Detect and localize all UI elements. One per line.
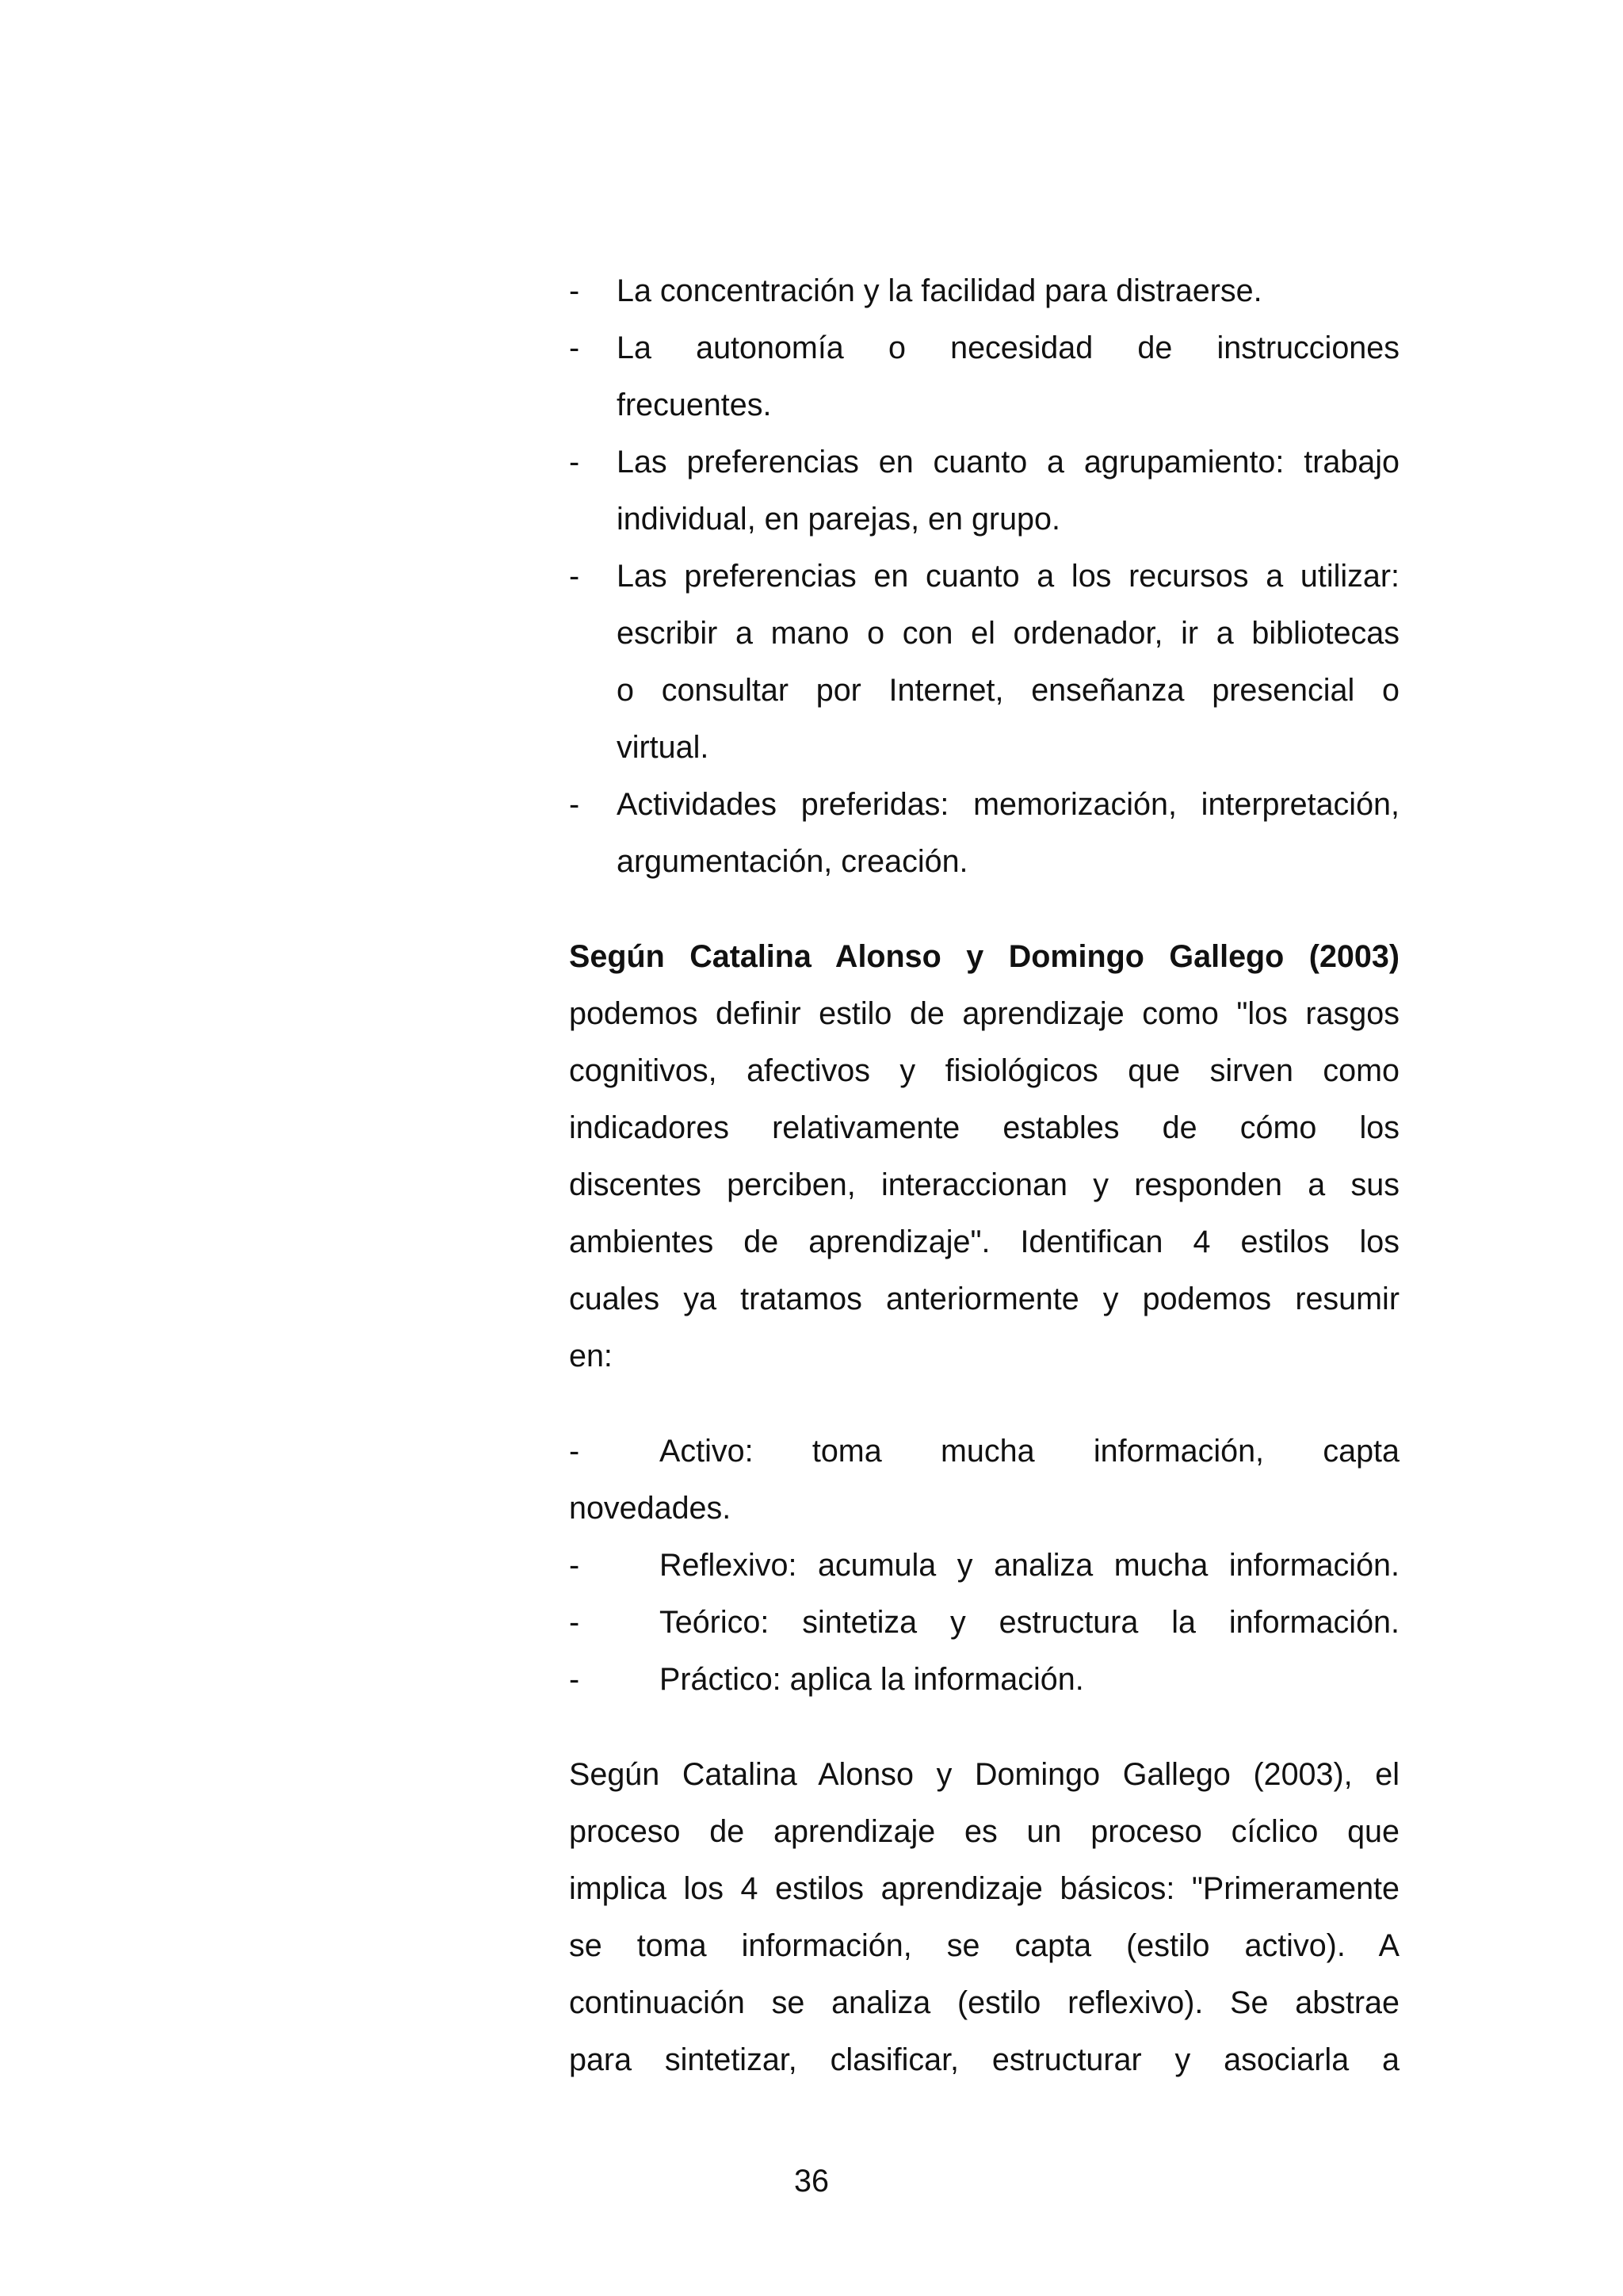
list-dash: - [569,787,580,822]
list-dash: - [569,559,580,594]
page-number: 36 [794,2164,829,2199]
style-item-practico: Práctico: aplica la información. [659,1662,1084,1697]
document-page [569,0,1400,2296]
paragraph-line: Según Catalina Alonso y Domingo Gallego (2003), el [569,1757,1400,1792]
paragraph-line: ambientes de aprendizaje". Identifican 4 estilos los [569,1224,1400,1259]
paragraph-line: podemos definir estilo de aprendizaje como "los rasgos [569,996,1400,1031]
list-item-continuation: virtual. [617,730,709,765]
list-dash: - [569,1434,580,1469]
list-item-continuation: individual, en parejas, en grupo. [617,502,1060,537]
style-item-reflexivo: Reflexivo: acumula y analiza mucha información. [659,1548,1400,1583]
list-dash: - [569,1548,580,1583]
list-item: La autonomía o necesidad de instrucciones [617,330,1400,365]
list-item-continuation: o consultar por Internet, enseñanza presencial o [617,673,1400,708]
paragraph-line: para sintetizar, clasificar, estructurar y asociarla a [569,2042,1400,2077]
paragraph-line: continuación se analiza (estilo reflexivo). Se abstrae [569,1985,1400,2020]
list-item: La concentración y la facilidad para distraerse. [617,273,1262,308]
list-item-continuation: argumentación, creación. [617,844,968,879]
paragraph-line: discentes perciben, interaccionan y responden a sus [569,1167,1400,1202]
paragraph-line: proceso de aprendizaje es un proceso cíclico que [569,1814,1400,1849]
paragraph-line: indicadores relativamente estables de cómo los [569,1110,1400,1145]
list-item: Las preferencias en cuanto a agrupamiento: trabajo [617,445,1400,479]
paragraph-line: cuales ya tratamos anteriormente y podemos resumir [569,1282,1400,1316]
paragraph-bold-lead: Según Catalina Alonso y Domingo Gallego (2003) [569,939,1400,974]
list-item-continuation: frecuentes. [617,388,772,422]
list-item-continuation: novedades. [569,1491,731,1526]
paragraph-line: cognitivos, afectivos y fisiológicos que sirven como [569,1053,1400,1088]
list-dash: - [569,273,580,308]
list-item: Las preferencias en cuanto a los recursos a utilizar: [617,559,1400,594]
list-item: Actividades preferidas: memorización, interpretación, [617,787,1400,822]
paragraph-line: en: [569,1339,613,1373]
list-dash: - [569,445,580,479]
style-item-activo: Activo: toma mucha información, capta [659,1434,1400,1469]
list-dash: - [569,1662,580,1697]
paragraph-line: se toma información, se capta (estilo activo). A [569,1928,1400,1963]
list-dash: - [569,330,580,365]
list-item-continuation: escribir a mano o con el ordenador, ir a bibliotecas [617,616,1400,651]
paragraph-line: implica los 4 estilos aprendizaje básicos: "Primeramente [569,1871,1400,1906]
list-dash: - [569,1605,580,1640]
style-item-teorico: Teórico: sintetiza y estructura la información. [659,1605,1400,1640]
